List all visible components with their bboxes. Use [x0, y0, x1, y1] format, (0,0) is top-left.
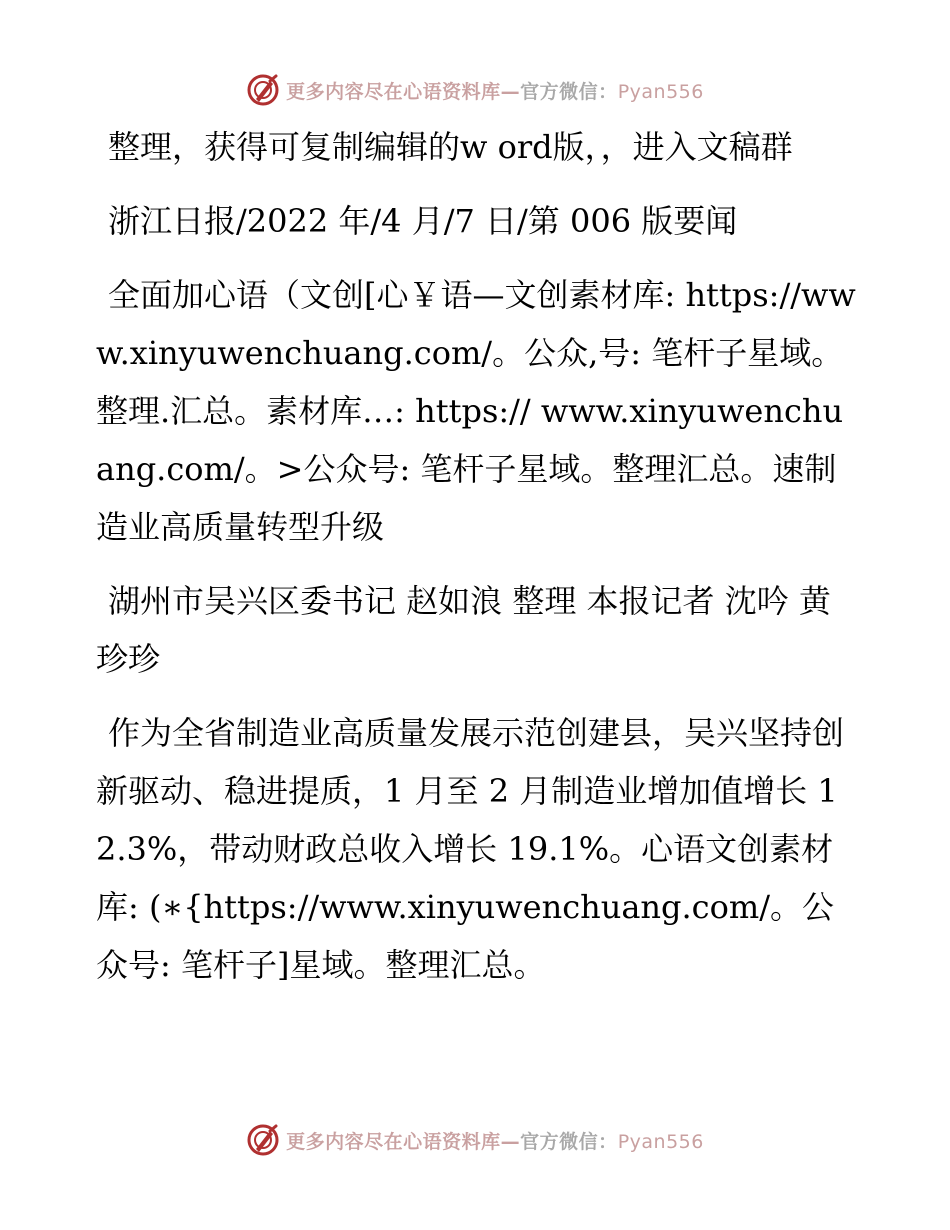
- footer-banner-main: 更多内容尽在心语资料库—: [286, 1130, 521, 1153]
- header-banner-text: [286, 77, 704, 104]
- paragraph-intro: 整理，获得可复制编辑的w ord版，，进入文稿群: [108, 128, 793, 166]
- header-banner: [0, 70, 950, 110]
- paragraph-body: 作为全省制造业高质量发展示范创建县，吴兴坚持创新驱动、稳进提质，1 月至 2 月制造业增加值增长 12.3%，带动财政总收入增长 19.1%。心语文创素材库: (∗{https://www.xinyuwenchuang.com/。公众号: 笔杆子]星域。整理汇总。: [96, 714, 845, 984]
- footer-banner-text: [286, 1127, 704, 1154]
- header-banner-main: 更多内容尽在心语资料库—: [286, 80, 521, 103]
- header-banner-id: Pyan556: [617, 80, 704, 103]
- footer-banner-label: 官方微信：: [520, 1130, 618, 1153]
- footer-banner-id: Pyan556: [617, 1130, 704, 1153]
- paragraph-headline: 全面加心语（文创[心￥语—文创素材库: https://www.xinyuwenchuang.com/。公众,号: 笔杆子星域。整理.汇总。素材库…: https:// www.xinyuwenchuang.com/。>公众号: 笔杆子星域。整理汇总。速制造业高质量转型升级: [96, 276, 856, 546]
- paragraph-source: 浙江日报/2022 年/4 月/7 日/第 006 版要闻: [108, 202, 738, 240]
- header-banner-label: 官方微信：: [520, 80, 618, 103]
- footer-banner: [0, 1120, 950, 1160]
- pen-logo-icon: [246, 73, 280, 107]
- document-body: [96, 118, 856, 1010]
- pen-logo-icon: [246, 1123, 280, 1157]
- paragraph-byline: 湖州市吴兴区委书记 赵如浪 整理 本报记者 沈吟 黄珍珍: [96, 582, 831, 678]
